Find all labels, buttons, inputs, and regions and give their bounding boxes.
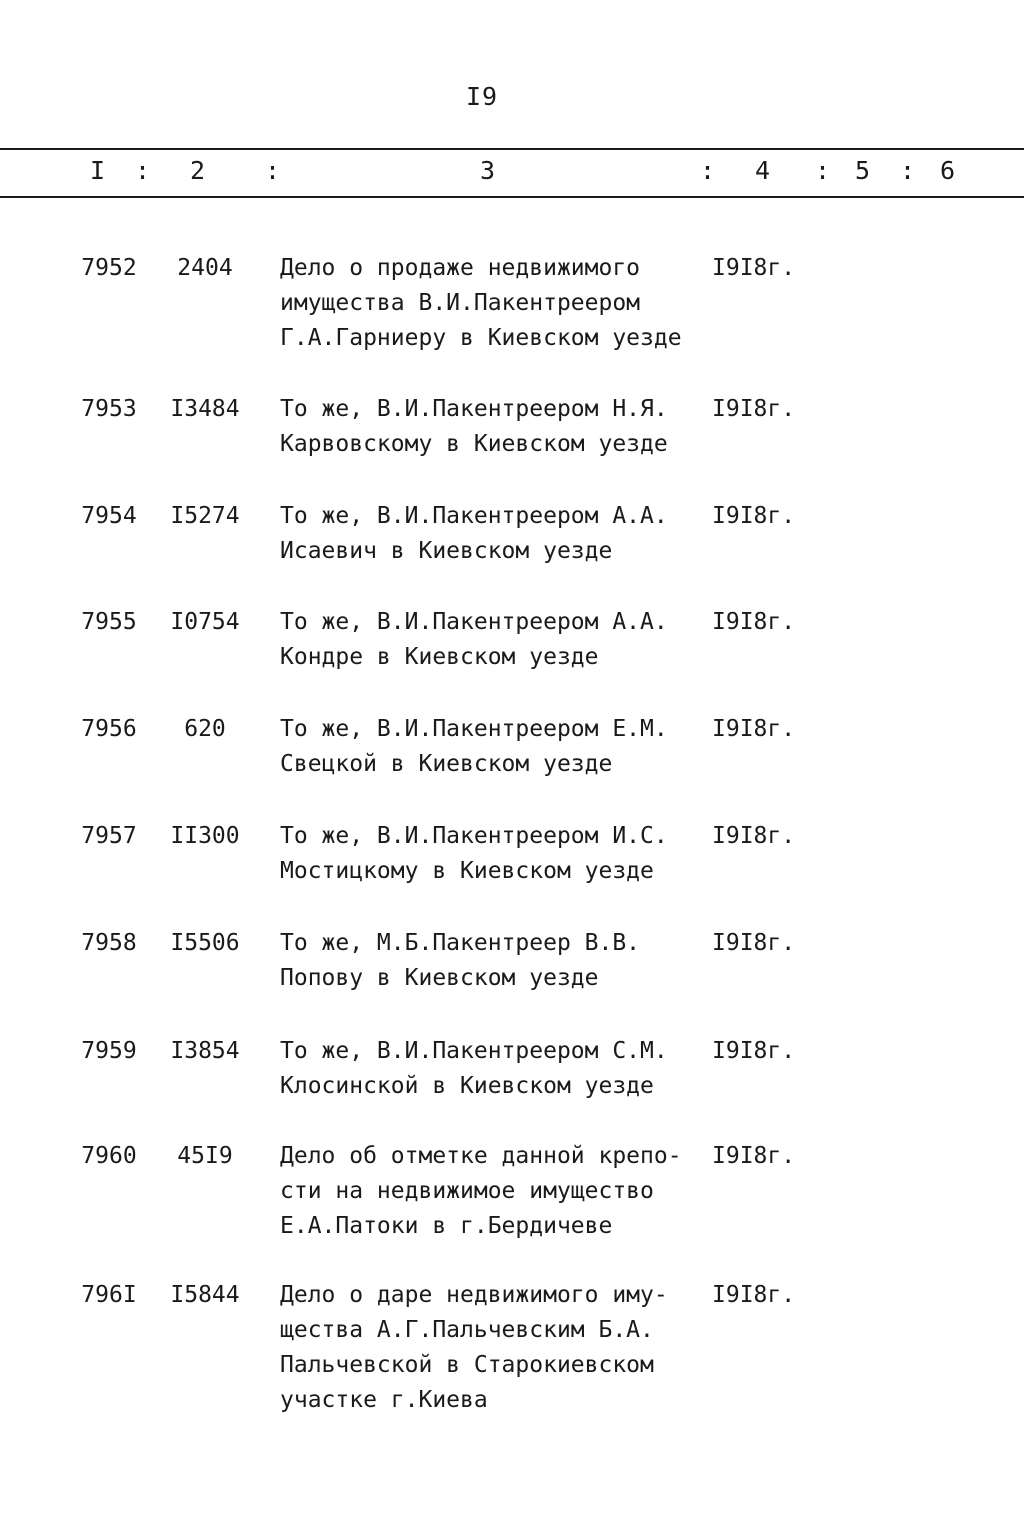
description-line: То же, В.И.Пакентреером И.С. [280,823,668,849]
record-description [280,251,710,356]
record-year: I9I8г. [712,609,796,635]
fund-number: I3854 [170,1038,240,1064]
description-line: участке г.Киева [280,1387,488,1413]
description-line: То же, В.И.Пакентреером С.М. [280,1038,668,1064]
description-line: Е.А.Патоки в г.Бердичеве [280,1213,613,1239]
description-line: имущества В.И.Пакентреером [280,290,641,316]
column-separator: : [900,156,916,185]
column-header-6: 6 [940,156,956,185]
column-header-3: 3 [480,156,496,185]
description-line: Исаевич в Киевском уезде [280,538,613,564]
record-number: 7952 [81,255,137,281]
record-year: I9I8г. [712,255,796,281]
record-number: 7958 [81,930,137,956]
column-header-5: 5 [855,156,871,185]
fund-number: I5844 [170,1282,240,1308]
description-line: Свецкой в Киевском уезде [280,751,613,777]
record-description [280,1139,710,1244]
description-line: Попову в Киевском уезде [280,965,599,991]
column-separator: : [700,156,716,185]
description-line: Кондре в Киевском уезде [280,644,599,670]
fund-number: 620 [184,716,226,742]
record-number: 7959 [81,1038,137,1064]
record-year: I9I8г. [712,1143,796,1169]
column-separator: : [815,156,831,185]
fund-number: I5506 [170,930,240,956]
description-line: Дело о даре недвижимого иму- [280,1282,668,1308]
description-line: сти на недвижимое имущество [280,1178,654,1204]
record-year: I9I8г. [712,1282,796,1308]
column-header-2: 2 [190,156,206,185]
description-line: То же, М.Б.Пакентреер В.В. [280,930,641,956]
header-rule-bottom [0,196,1024,198]
fund-number: I3484 [170,396,240,422]
record-number: 7954 [81,503,137,529]
record-description [280,819,710,889]
record-number: 7956 [81,716,137,742]
record-number: 7960 [81,1143,137,1169]
record-year: I9I8г. [712,823,796,849]
record-year: I9I8г. [712,1038,796,1064]
description-line: Дело об отметке данной крепо- [280,1143,682,1169]
column-separator: : [265,156,281,185]
description-line: Пальчевской в Старокиевском [280,1352,654,1378]
description-line: То же, В.И.Пакентреером Е.М. [280,716,668,742]
record-description [280,926,710,996]
fund-number: I0754 [170,609,240,635]
record-number: 7955 [81,609,137,635]
record-description [280,605,710,675]
description-line: Клосинской в Киевском уезде [280,1073,654,1099]
description-line: То же, В.И.Пакентреером А.А. [280,609,668,635]
record-year: I9I8г. [712,396,796,422]
record-number: 7953 [81,396,137,422]
record-description [280,1034,710,1104]
header-rule-top [0,148,1024,150]
record-description [280,499,710,569]
column-header-4: 4 [755,156,771,185]
record-number: 796I [81,1282,137,1308]
fund-number: 45I9 [177,1143,233,1169]
description-line: Мостицкому в Киевском уезде [280,858,654,884]
record-number: 7957 [81,823,137,849]
record-year: I9I8г. [712,930,796,956]
fund-number: 2404 [177,255,233,281]
description-line: То же, В.И.Пакентреером А.А. [280,503,668,529]
record-description [280,1278,710,1418]
fund-number: I5274 [170,503,240,529]
description-line: Г.А.Гарниеру в Киевском уезде [280,325,682,351]
description-line: Карвовскому в Киевском уезде [280,431,668,457]
column-header-1: I [90,156,106,185]
record-description [280,392,710,462]
page-number: I9 [465,82,499,111]
description-line: То же, В.И.Пакентреером Н.Я. [280,396,668,422]
record-year: I9I8г. [712,503,796,529]
description-line: щества А.Г.Пальчевским Б.А. [280,1317,654,1343]
description-line: Дело о продаже недвижимого [280,255,641,281]
record-description [280,712,710,782]
column-separator: : [135,156,151,185]
fund-number: II300 [170,823,240,849]
record-year: I9I8г. [712,716,796,742]
